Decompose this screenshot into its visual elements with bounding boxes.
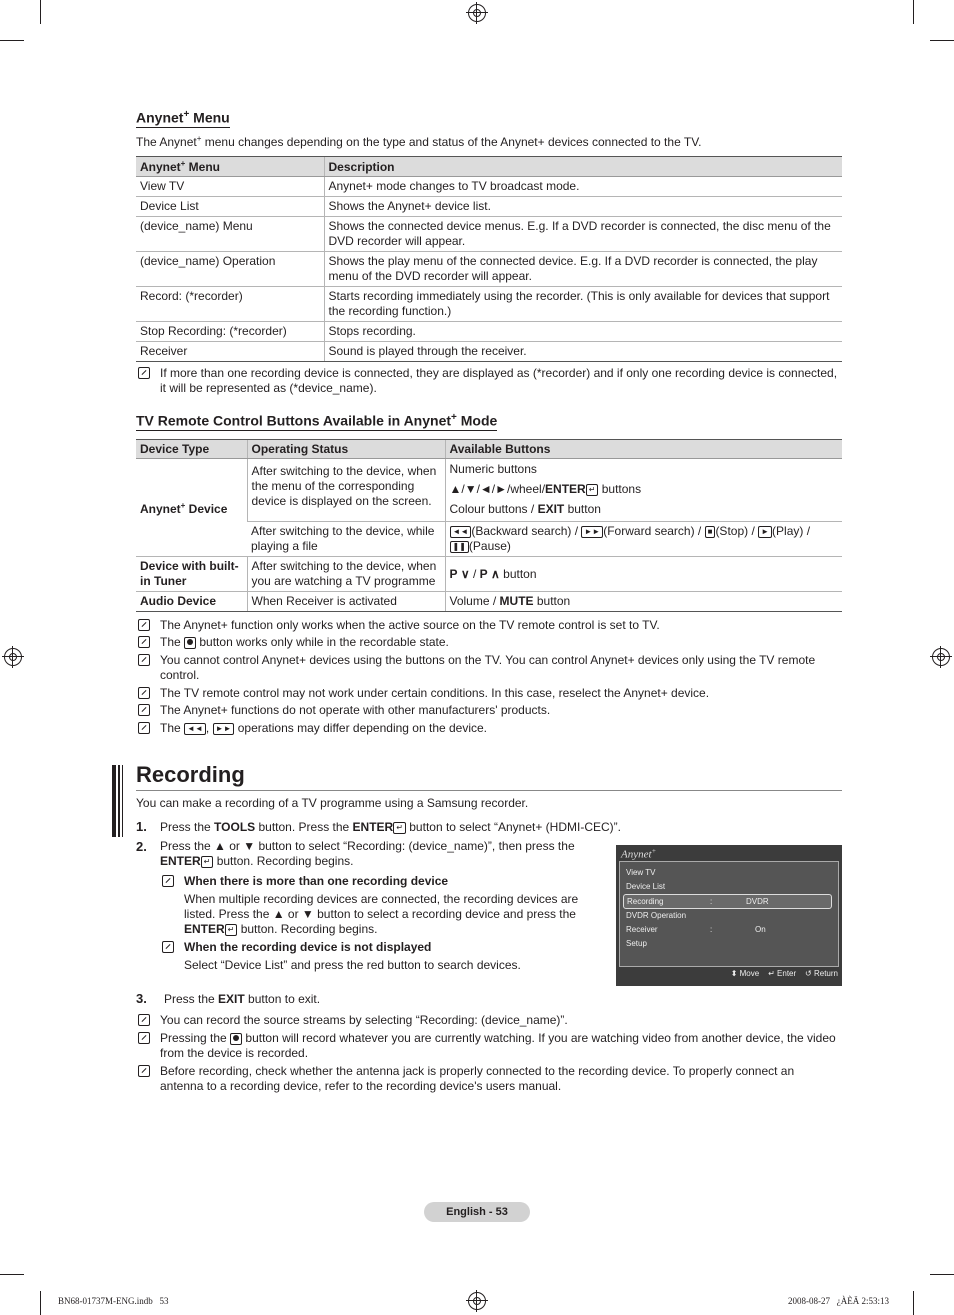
table-cell: Device List <box>136 197 324 217</box>
table-row <box>136 287 842 322</box>
table-cell: Stop Recording: (*recorder) <box>136 322 324 342</box>
note-icon <box>138 722 150 734</box>
move-icon: ⬍ <box>730 969 738 978</box>
file-info: BN68-01737M-ENG.indb 53 <box>58 1296 169 1306</box>
sub-note-text: Select “Device List” and press the red button to search devices. <box>184 958 521 972</box>
table-cell: After switching to the device, when you are watching a TV programme <box>247 557 445 592</box>
table-cell: After switching to the device, when the menu of the corresponding device is displayed on the screen. <box>247 459 445 522</box>
sub-note-text: When multiple recording devices are connected, the recording devices are listed. Press the ▲ or ▼ button to select a recording device and press the ENTER ↵ button. Recording begins. <box>184 892 579 936</box>
osd-item[interactable]: View TV <box>626 868 656 877</box>
table-cell: (device_name) Operation <box>136 252 324 287</box>
osd-help-bar: ⬍ Move ↵ Enter ↺ Return <box>730 969 838 978</box>
anynet-logo: Anynet+ <box>621 847 657 861</box>
note: Pressing the button will record whatever you are currently watching. If you are watching video from another device, the video from the device is recorded. <box>138 1031 838 1061</box>
crop-mark <box>0 40 24 41</box>
table-row <box>136 217 842 252</box>
osd-item[interactable]: DVDR Operation <box>626 911 687 920</box>
note: Before recording, check whether the antenna jack is properly connected to the recording device. To properly connect an antenna to a recording device, refer to the recording device's users manual. <box>138 1064 838 1094</box>
crop-mark <box>40 0 41 24</box>
note: The button works only while in the recordable state. <box>138 635 838 650</box>
table-cell: Shows the play menu of the connected device. E.g. If a DVD recorder is connected, the play menu of the DVD recorder will appear. <box>324 252 842 287</box>
record-icon <box>184 637 196 649</box>
table-cell: Device with built-in Tuner <box>136 557 247 592</box>
table-row <box>136 322 842 342</box>
note-icon <box>138 687 150 699</box>
backward-search-icon: ◄◄ <box>450 526 472 538</box>
play-icon: ► <box>758 526 772 538</box>
note: If more than one recording device is connected, they are displayed as (*recorder) and if only one recording device is connected, it will be represented as (*device_name). <box>138 366 838 396</box>
step-1: 1. Press the TOOLS button. Press the ENTER ↵ button to select “Anynet+ (HDMI-CEC)”. <box>136 819 621 834</box>
table-cell: After switching to the device, while playing a file <box>247 522 445 557</box>
registration-mark-icon <box>932 648 950 666</box>
table-cell: When Receiver is activated <box>247 592 445 612</box>
forward-search-icon: ►► <box>581 526 603 538</box>
recording-title: Recording <box>136 762 245 787</box>
sub-note: When there is more than one recording device <box>162 874 588 889</box>
column-header: Device Type <box>136 440 247 459</box>
remote-buttons-heading: TV Remote Control Buttons Available in Anynet+ Mode <box>136 412 498 429</box>
registration-mark-icon <box>468 4 486 22</box>
table-row <box>136 459 842 522</box>
enter-icon: ↵ <box>768 969 775 978</box>
osd-item[interactable]: Setup <box>626 939 647 948</box>
registration-mark-icon <box>468 1292 486 1310</box>
table-cell: (device_name) Menu <box>136 217 324 252</box>
note: The ◄◄ , ►► operations may differ depending on the device. <box>138 721 838 736</box>
table-row <box>136 197 842 217</box>
step-2-number: 2. <box>136 839 147 854</box>
print-timestamp: 2008-08-27 ¿ÀÈÄ 2:53:13 <box>788 1296 889 1306</box>
record-icon <box>230 1033 242 1045</box>
note: You cannot control Anynet+ devices using the buttons on the TV. You can control Anynet+ devices only using the TV remote control. <box>138 653 838 683</box>
osd-item[interactable]: Receiver : On <box>626 925 766 934</box>
note: The Anynet+ function only works when the active source on the TV remote control is set to TV. <box>138 618 838 633</box>
table-cell: ◄◄ (Backward search) / ►► (Forward search) / ■ (Stop) / ► (Play) / ❚❚ (Pause) <box>445 522 842 557</box>
table-cell: Volume / MUTE button <box>445 592 842 612</box>
crop-mark <box>930 1274 954 1275</box>
note-icon <box>162 875 174 887</box>
table-row <box>136 342 842 362</box>
note-icon <box>138 1065 150 1077</box>
step-2: Press the ▲ or ▼ button to select “Recording: (device_name)”, then press the ENTER ↵ button. Recording begins. <box>160 839 575 868</box>
table-cell: Anynet+ Device <box>136 459 247 557</box>
table-cell: P ∨ / P ∧ button <box>445 557 842 592</box>
table-row <box>136 252 842 287</box>
anynet-menu-table <box>136 156 842 362</box>
forward-search-icon: ►► <box>213 723 235 735</box>
osd-item-selected[interactable]: Recording : DVDR <box>623 894 832 909</box>
table-cell: Receiver <box>136 342 324 362</box>
table-row <box>136 177 842 197</box>
column-header: Anynet+ Menu <box>136 157 324 177</box>
note-icon <box>138 1014 150 1026</box>
table-header-row <box>136 157 842 177</box>
title-rule <box>136 790 842 791</box>
column-header: Available Buttons <box>445 440 842 459</box>
table-row <box>136 557 842 592</box>
table-row <box>136 592 842 612</box>
table-cell: Anynet+ mode changes to TV broadcast mode. <box>324 177 842 197</box>
note: The TV remote control may not work under certain conditions. In this case, reselect the Anynet+ device. <box>138 686 838 701</box>
crop-mark <box>913 0 914 24</box>
table-cell: Shows the Anynet+ device list. <box>324 197 842 217</box>
stop-icon: ■ <box>705 526 716 538</box>
enter-icon: ↵ <box>225 924 238 936</box>
note: The Anynet+ functions do not operate with other manufacturers' products. <box>138 703 838 718</box>
note-icon <box>138 636 150 648</box>
anynet-osd-screenshot <box>616 845 842 986</box>
column-header: Description <box>324 157 842 177</box>
table-cell: Audio Device <box>136 592 247 612</box>
enter-icon: ↵ <box>586 484 599 496</box>
recording-intro: You can make a recording of a TV programme using a Samsung recorder. <box>136 796 529 810</box>
table-cell: Numeric buttons ▲/▼/◄/►/wheel/ENTER ↵ buttons Colour buttons / EXIT button <box>445 459 842 522</box>
note: You can record the source streams by selecting “Recording: (device_name)”. <box>138 1013 838 1028</box>
table-cell: Sound is played through the receiver. <box>324 342 842 362</box>
return-icon: ↺ <box>805 969 812 978</box>
section-bar <box>122 765 123 837</box>
chevron-down-icon: ∨ <box>460 566 470 581</box>
step-3: 3. Press the EXIT button to exit. <box>136 991 321 1006</box>
crop-mark <box>0 1274 24 1275</box>
sub-note: When the recording device is not displayed <box>162 940 588 955</box>
table-cell: Shows the connected device menus. E.g. If a DVD recorder is connected, the disc menu of the DVD recorder will appear. <box>324 217 842 252</box>
crop-mark <box>40 1291 41 1315</box>
section-bar <box>112 765 116 837</box>
anynet-menu-intro: The Anynet+ menu changes depending on the type and status of the Anynet+ devices connected to the TV. <box>136 134 702 149</box>
anynet-menu-heading: Anynet+ Menu <box>136 109 230 126</box>
chevron-up-icon: ∧ <box>491 566 500 581</box>
column-header: Operating Status <box>247 440 445 459</box>
enter-icon: ↵ <box>201 856 214 868</box>
note-icon <box>138 704 150 716</box>
table-cell: Record: (*recorder) <box>136 287 324 322</box>
remote-buttons-table <box>136 439 842 612</box>
osd-item[interactable]: Device List <box>626 882 666 891</box>
crop-mark <box>913 1291 914 1315</box>
note-icon <box>138 654 150 666</box>
crop-mark <box>930 40 954 41</box>
note-icon <box>138 367 150 379</box>
osd-menu-panel <box>619 861 839 967</box>
enter-icon: ↵ <box>393 822 406 834</box>
note-icon <box>162 941 174 953</box>
pause-icon: ❚❚ <box>450 541 469 553</box>
registration-mark-icon <box>4 648 22 666</box>
table-cell: Stops recording. <box>324 322 842 342</box>
backward-search-icon: ◄◄ <box>184 723 206 735</box>
section-bar <box>118 765 120 837</box>
table-cell: Starts recording immediately using the recorder. (This is only available for devices that support the recording function.) <box>324 287 842 322</box>
table-header-row <box>136 440 842 459</box>
note-icon <box>138 1032 150 1044</box>
page-number-badge: English - 53 <box>424 1202 530 1222</box>
note-icon <box>138 619 150 631</box>
table-cell: View TV <box>136 177 324 197</box>
